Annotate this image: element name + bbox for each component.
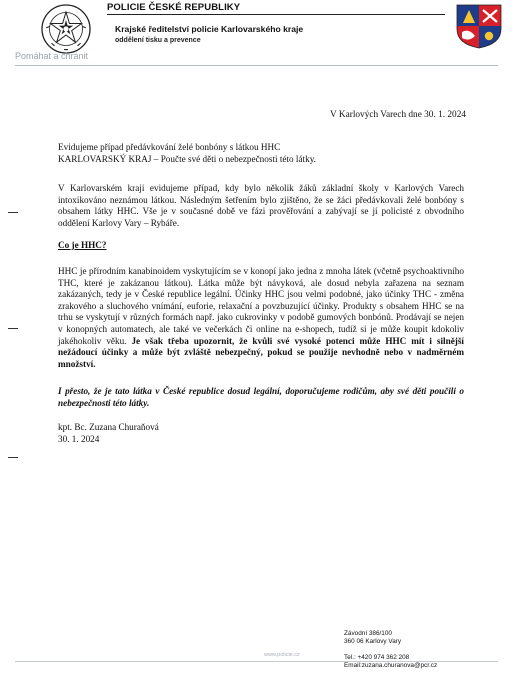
phone-number: Tel.: +420 974 362 208 xyxy=(344,654,410,661)
margin-mark xyxy=(8,457,18,458)
header-bottom-divider xyxy=(15,65,498,66)
department-name: oddělení tisku a prevence xyxy=(115,37,201,44)
address-line: 360 06 Karlovy Vary xyxy=(344,637,402,645)
conclusion-paragraph: I přesto, že je tato látka v České republice dosud legální, doporučujeme rodičům, aby své děti poučili o nebezpečnosti této látky. xyxy=(58,386,464,408)
signature-date: 30. 1. 2024 xyxy=(58,433,100,444)
subject-line: Evidujeme případ předávkování želé bonbóny s látkou HHC xyxy=(58,142,281,152)
info-text: HHC je přírodním kanabinoidem vyskytujícím se v konopí jako jedna z mnoha látek (včetně psychoaktivního THC, které je zakázanou látkou). Látka může být návyková, ale dosud nebyla zařazena na seznam zakázaných, tedy je v České republice legální. Účinky HHC jsou velmi podobné, jako účinky THC - změna zrakového a sluchového vnímání, euforie, relaxační a povzbuzující účinky. Produkty s obsahem HHC se na trhu se vyskytují v různých formách např. jako cukrovinky v podobě gumových bonbónů. Prodávají se nejen v konopných automatech, ale také ve večerkách či online na e-shopech, tudíž si je může koupit kdokoliv jakéhokoliv věku. xyxy=(58,266,464,346)
footer-website: www.policie.cz xyxy=(264,652,300,658)
footer-contact xyxy=(344,654,437,671)
regional-crest-icon xyxy=(453,2,505,50)
section-heading: Co je HHC? xyxy=(58,240,107,250)
header-divider xyxy=(107,14,445,15)
motto: Pomáhat a chránit xyxy=(15,51,89,61)
email-address: Email:zuzana.churanova@pcr.cz xyxy=(344,662,438,670)
footer-address xyxy=(344,630,401,645)
info-paragraph xyxy=(58,266,464,370)
signature-name: kpt. Bc. Zuzana Churaňová xyxy=(58,422,159,432)
date-line: V Karlových Varech dne 30. 1. 2024 xyxy=(330,110,466,120)
intro-paragraph: V Karlovarském kraji evidujeme případ, kdy bylo několik žáků základní školy v Karlových Varech intoxikováno neznámou látkou. Následným šetřením bylo zjištěno, že se žáci předávkovali želé bonbóny s obsahem látky HHC. Vše je v současné době ve fázi prověřování a zabývají se jí policisté z obvodního oddělení Karlovy Vary – Rybáře. xyxy=(58,183,464,228)
info-warning: Je však třeba upozornit, že kvůli své vysoké potenci může HHC mít i silnější nežádoucí účinky a může být zvláště nebezpečný, pokud se použije nevhodně nebo v nadměrném množství. xyxy=(58,335,464,369)
subject xyxy=(58,142,464,165)
police-title: POLICIE ČESKÉ REPUBLIKY xyxy=(107,2,241,13)
directorate-name: Krajské ředitelství policie Karlovarského kraje xyxy=(115,24,304,34)
margin-mark xyxy=(8,212,18,213)
subject-line: KARLOVARSKÝ KRAJ – Poučte své děti o nebezpečnosti této látky. xyxy=(58,153,316,164)
margin-mark xyxy=(8,328,18,329)
address-line: Závodní 386/100 xyxy=(344,630,392,637)
police-star-emblem-icon xyxy=(40,3,92,55)
signature xyxy=(58,422,464,445)
